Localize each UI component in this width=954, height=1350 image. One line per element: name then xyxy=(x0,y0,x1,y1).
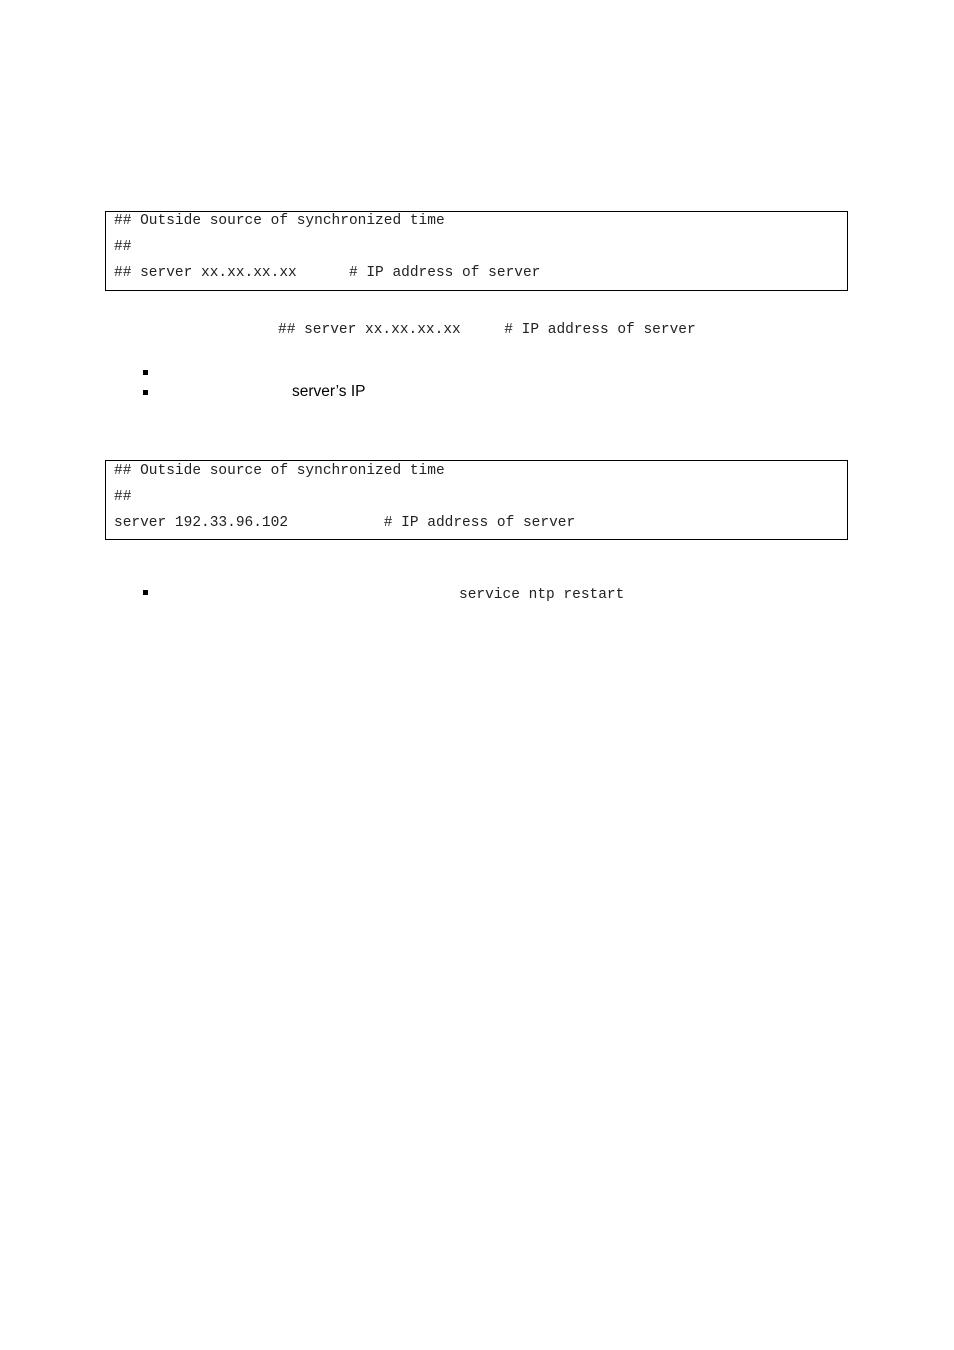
code-block-original xyxy=(105,211,848,291)
inline-code-server-line: ## server xx.xx.xx.xx # IP address of server xyxy=(278,322,696,338)
code-block-modified xyxy=(105,460,848,540)
code-line: ## server xx.xx.xx.xx # IP address of server xyxy=(114,265,541,281)
bullet-text: server’s IP xyxy=(292,383,366,400)
code-line: server 192.33.96.102 # IP address of server xyxy=(114,515,576,531)
code-line: ## Outside source of synchronized time xyxy=(114,463,445,479)
bullet-marker xyxy=(143,590,148,595)
code-line: ## Outside source of synchronized time xyxy=(114,213,445,229)
inline-code-restart-command: service ntp restart xyxy=(459,587,625,603)
code-line: ## xyxy=(114,489,132,505)
bullet-marker xyxy=(143,370,148,375)
bullet-marker xyxy=(143,390,148,395)
code-line: ## xyxy=(114,239,132,255)
